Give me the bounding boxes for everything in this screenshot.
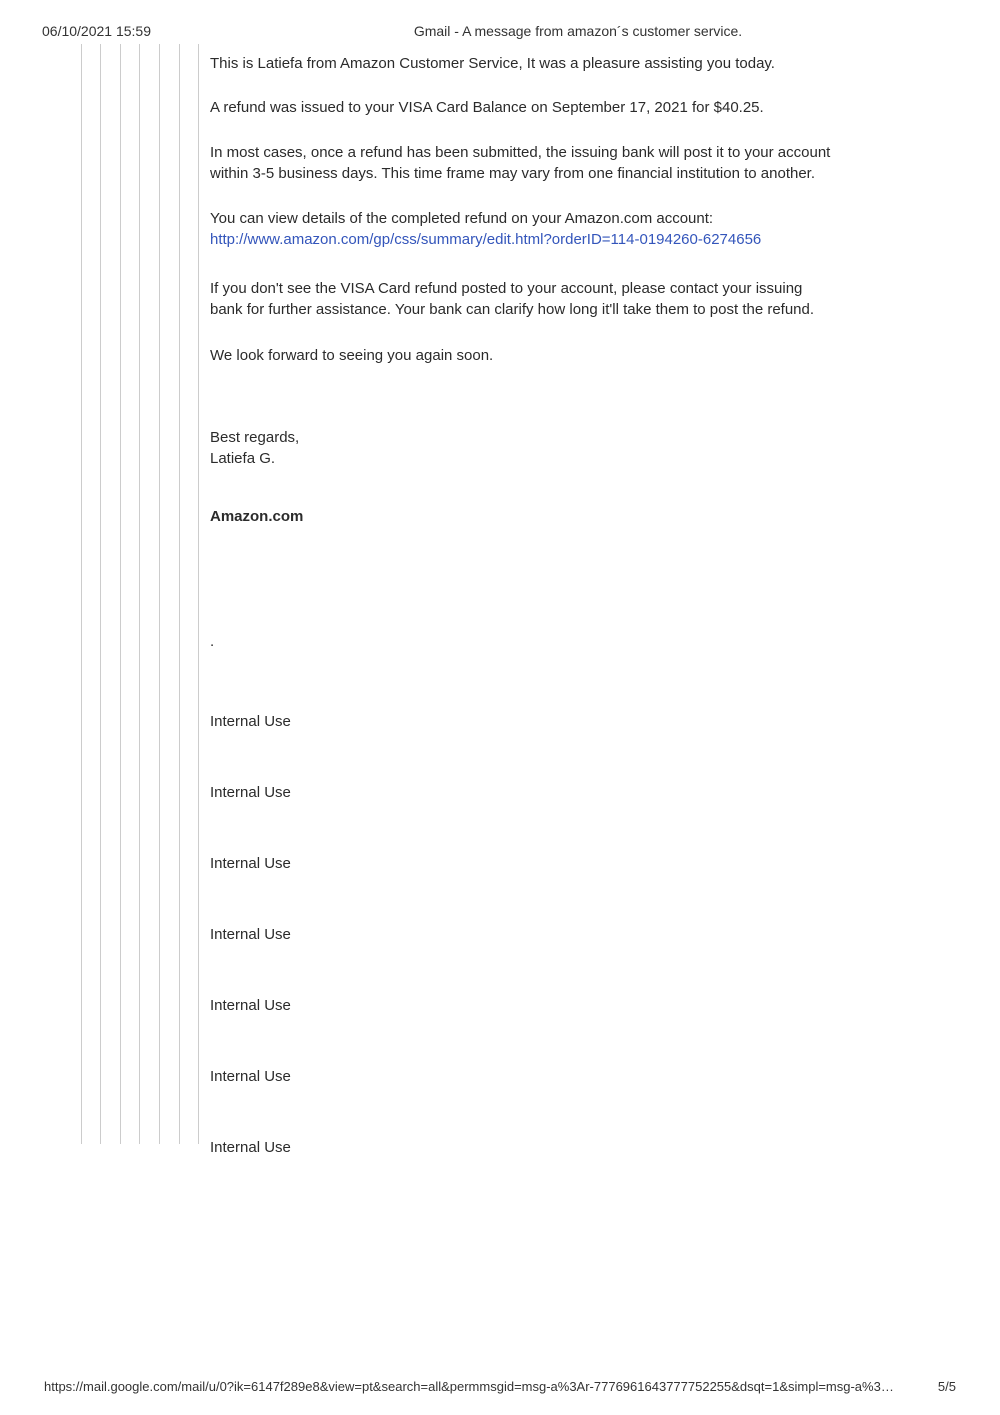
quote-bar [159, 44, 160, 1144]
signature-regards: Best regards, [210, 429, 300, 446]
view-details-intro: You can view details of the completed refund on your Amazon.com account: [210, 210, 714, 227]
quote-indent-bars [0, 44, 210, 1144]
quote-bar [198, 44, 199, 1144]
refund-timing-paragraph [210, 142, 926, 184]
internal-use-label: Internal Use [210, 926, 291, 943]
refund-timing-line-1: In most cases, once a refund has been submitted, the issuing bank will post it to your account [210, 144, 831, 161]
internal-use-label: Internal Use [210, 997, 291, 1014]
closing-paragraph: We look forward to seeing you again soon. [210, 347, 494, 364]
tiny-period-mark: . [210, 633, 215, 650]
greeting-paragraph: This is Latiefa from Amazon Customer Service, It was a pleasure assisting you today. [210, 55, 775, 72]
refund-timing-line-2: within 3-5 business days. This time frame may vary from one financial institution to another. [210, 165, 816, 182]
internal-use-label: Internal Use [210, 713, 291, 730]
internal-use-label: Internal Use [210, 855, 291, 872]
internal-use-label: Internal Use [210, 1139, 291, 1156]
refund-issued-paragraph: A refund was issued to your VISA Card Balance on September 17, 2021 for $40.25. [210, 99, 764, 116]
contact-bank-line-1: If you don't see the VISA Card refund posted to your account, please contact your issuing [210, 280, 803, 297]
quote-bar [179, 44, 180, 1144]
view-details-paragraph [210, 208, 926, 250]
refund-details-link[interactable]: http://www.amazon.com/gp/css/summary/edit.html?orderID=114-0194260-6274656 [210, 231, 762, 248]
contact-bank-paragraph [210, 278, 926, 320]
internal-use-label: Internal Use [210, 784, 291, 801]
email-body [210, 0, 926, 1158]
signature-block [210, 427, 926, 469]
print-footer-url: https://mail.google.com/mail/u/0?ik=6147f289e8&view=pt&search=all&permmsgid=msg-a%3Ar-7776961643777752255&dsqt=1&simpl=msg-a%3… [44, 1379, 894, 1394]
internal-use-label: Internal Use [210, 1068, 291, 1085]
signature-name: Latiefa G. [210, 450, 276, 467]
quote-bar [100, 44, 101, 1144]
contact-bank-line-2: bank for further assistance. Your bank can clarify how long it'll take them to post the refund. [210, 301, 815, 318]
quote-bar [81, 44, 82, 1144]
print-header-title: Gmail - A message from amazon´s customer service. [413, 23, 743, 39]
print-header-date: 06/10/2021 15:59 [42, 23, 151, 39]
quote-bar [139, 44, 140, 1144]
amazon-brand-name: Amazon.com [210, 508, 304, 525]
print-footer-page-number: 5/5 [937, 1379, 956, 1394]
quote-bar [120, 44, 121, 1144]
